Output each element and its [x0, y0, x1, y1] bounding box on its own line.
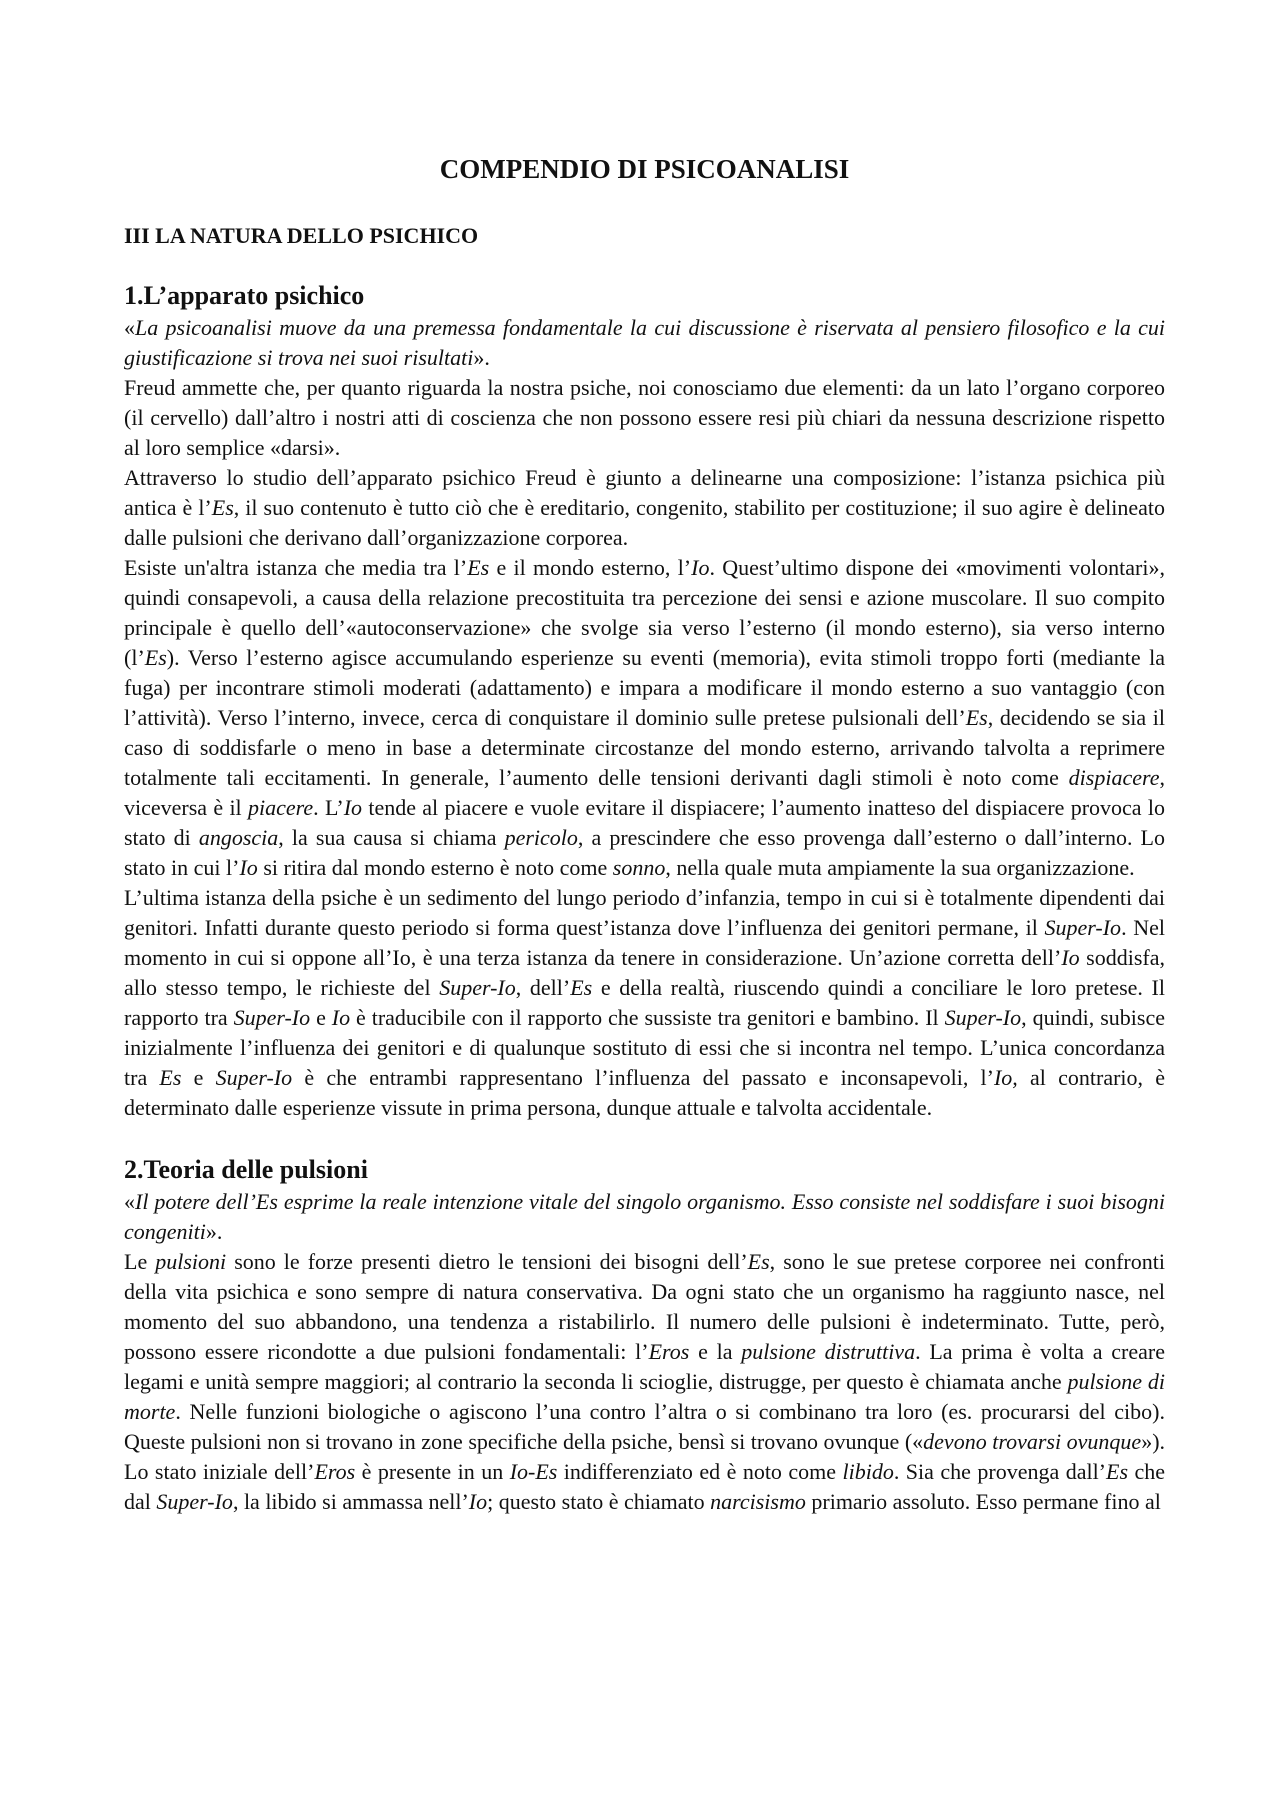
italic-text: Io-Es [509, 1459, 558, 1484]
text-run: , a prescindere che esso provenga dall’esterno o dall’interno. Lo stato in cui l’ [124, 825, 1165, 880]
italic-text: Es [570, 975, 593, 1000]
italic-text: Es [965, 705, 988, 730]
text-run: Esiste un'altra istanza che media tra l’ [124, 555, 468, 580]
italic-text: Io [331, 1005, 351, 1030]
italic-text: narcisismo [710, 1489, 806, 1514]
italic-text: Super-Io [1044, 915, 1122, 940]
body-paragraph [124, 463, 1165, 553]
italic-text: Super-Io [233, 1005, 311, 1030]
italic-text: angoscia [198, 825, 279, 850]
text-run: sono le forze presenti dietro le tensioni dei bisogni dell’ [226, 1249, 748, 1274]
body-paragraph [124, 883, 1165, 1123]
text-run: e la [689, 1339, 742, 1364]
italic-text: libido [842, 1459, 894, 1484]
section-apparato-psichico [124, 279, 1165, 1123]
text-run: ». [473, 345, 490, 370]
italic-text: Es [159, 1065, 182, 1090]
text-run: è che entrambi rappresentano l’influenza del passato e inconsapevoli, l’ [292, 1065, 994, 1090]
body-paragraph [124, 373, 1165, 463]
text-run: . La prima è volta a creare legami e unità sempre maggiori; al contrario la seconda li scioglie, distrugge, per questo è chiamata anche [124, 1339, 1165, 1394]
text-run: , la libido si ammassa nell’ [232, 1489, 469, 1514]
italic-text: devono trovarsi ovunque [923, 1429, 1142, 1454]
italic-text: dispiacere [1068, 765, 1160, 790]
italic-text: pulsione di morte [124, 1369, 1166, 1424]
italic-text: Es [1106, 1459, 1129, 1484]
text-run: è presente in un [355, 1459, 510, 1484]
italic-text: Es [144, 645, 167, 670]
text-run: è traducibile con il rapporto che sussiste tra genitori e bambino. Il [350, 1005, 945, 1030]
epigraph-quote [124, 1187, 1165, 1247]
italic-text: Io [468, 1489, 488, 1514]
italic-text: Eros [314, 1459, 356, 1484]
italic-text: Eros [648, 1339, 690, 1364]
text-run: e [181, 1065, 216, 1090]
text-run: si ritira dal mondo esterno è noto come [257, 855, 613, 880]
text-run: soddisfa, allo stesso tempo, le richieste del [124, 945, 1165, 1000]
italic-text: Es [211, 495, 234, 520]
italic-text: Il potere dell’Es esprime la reale intenzione vitale del singolo organismo. Esso consiste nel soddisfare i suoi bisogni congeniti [124, 1189, 1165, 1244]
italic-text: Es [747, 1249, 770, 1274]
italic-text: pericolo [504, 825, 578, 850]
text-run: Attraverso lo studio dell’apparato psichico Freud è giunto a delinearne una composizione: l’istanza psichica più antica è l’ [124, 465, 1165, 520]
text-run: , nella quale muta ampiamente la sua organizzazione. [665, 855, 1135, 880]
text-run: , la sua causa si chiama [278, 825, 505, 850]
italic-text: sonno [612, 855, 666, 880]
text-run: , il suo contenuto è tutto ciò che è ereditario, congenito, stabilito per costituzione; il suo agire è delineato dalle pulsioni che derivano dall’organizzazione corporea. [124, 495, 1165, 550]
page-content [124, 152, 1165, 1517]
text-run: , quindi, subisce inizialmente l’influenza dei genitori e di qualunque sostituto di essi che si incontra nel tempo. L’unica concordanza tra [124, 1005, 1165, 1090]
text-run: e il mondo esterno, l’ [489, 555, 692, 580]
section-title: 2.Teoria delle pulsioni [124, 1155, 368, 1184]
italic-text: Super-Io [439, 975, 516, 1000]
italic-text: Super-Io [944, 1005, 1022, 1030]
text-run: al contrario, è determinato dalle esperienze vissute in prima persona, dunque attuale e talvolta accidentale. [124, 1065, 1165, 1120]
text-run: , dell’ [515, 975, 571, 1000]
italic-text: Es [467, 555, 490, 580]
italic-text: Super-Io [156, 1489, 233, 1514]
body-paragraph [124, 1247, 1165, 1517]
text-run: . Quest’ultimo dispone dei «movimenti volontari», quindi consapevoli, a causa della relazione precostituita tra percezione dei sensi e azione muscolare. Il suo compito principale è quello dell’«autoconservazione» che svolge sia verso l’esterno (il mondo esterno), sia verso interno (l’ [124, 555, 1165, 670]
text-run: Freud ammette che, per quanto riguarda la nostra psiche, noi conosciamo due elementi: da un lato l’organo corporeo (il cervello) dall’altro i nostri atti di coscienza che non possono essere resi più chiari da nessuna descrizione rispetto al loro semplice «darsi». [124, 375, 1165, 460]
italic-text: Super-Io [215, 1065, 293, 1090]
section-title: 1.L’apparato psichico [124, 281, 365, 310]
italic-text: La psicoanalisi muove da una premessa fondamentale la cui discussione è riservata al pensiero filosofico e la cui giustificazione si trova nei suoi risultati [124, 315, 1165, 370]
italic-text: Io [239, 855, 258, 880]
section-teoria-pulsioni [124, 1153, 1165, 1517]
text-run: ». [205, 1219, 223, 1244]
text-run: e della realtà, riuscendo quindi a conciliare le loro pretese. Il rapporto tra [124, 975, 1165, 1030]
document-title: COMPENDIO DI PSICOANALISI [439, 154, 850, 184]
text-run: »). Lo stato iniziale dell’ [124, 1429, 1166, 1484]
text-run: che dal [124, 1459, 1166, 1514]
text-run: Le [124, 1249, 156, 1274]
text-run: ). Verso l’esterno agisce accumulando esperienze su eventi (memoria), evita stimoli troppo forti (mediante la fuga) per incontrare stimoli moderati (adattamento) e impara a modificare il mondo esterno a suo vantaggio (con l’attività). Verso l’interno, invece, cerca di conquistare il dominio sulle pretese pulsionali dell’ [124, 645, 1165, 730]
italic-text: Io, [993, 1065, 1018, 1090]
text-run: . Nel momento in cui si oppone all’Io, è una terza istanza da tenere in considerazione. Un’azione corretta dell’ [124, 915, 1165, 970]
text-run: . L’ [313, 795, 344, 820]
text-run: , sono le sue pretese corporee nei confronti della vita psichica e sono sempre di natura conservativa. Da ogni stato che un organismo ha raggiunto nasce, nel momento del suo abbandono, una tendenza a ristabilirlo. Il numero delle pulsioni è indeterminato. Tutte, però, possono essere ricondotte a due pulsioni fondamentali: l’ [124, 1249, 1165, 1364]
text-run: tende al piacere e vuole evitare il dispiacere; l’aumento inatteso del dispiacere provoca lo stato di [124, 795, 1165, 850]
italic-text: piacere [247, 795, 314, 820]
text-run: « [124, 315, 135, 340]
chapter-heading: III LA NATURA DELLO PSICHICO [124, 223, 479, 248]
italic-text: Io [343, 795, 363, 820]
text-run: e [310, 1005, 332, 1030]
italic-text: Io [1061, 945, 1080, 970]
italic-text: Io [691, 555, 710, 580]
italic-text: pulsione distruttiva [741, 1339, 916, 1364]
text-run: ; questo stato è chiamato [487, 1489, 711, 1514]
text-run: , decidendo se sia il caso di soddisfarle o meno in base a determinate circostanze del mondo esterno, arrivando talvolta a reprimere totalmente tali eccitamenti. In generale, l’aumento delle tensioni derivanti dagli stimoli è noto come [124, 705, 1165, 790]
italic-text: pulsioni [155, 1249, 227, 1274]
text-run: « [124, 1189, 135, 1214]
text-run: indifferenziato ed è noto come [557, 1459, 843, 1484]
epigraph-quote [124, 313, 1165, 373]
text-run: . Nelle funzioni biologiche o agiscono l’una contro l’altra o si combinano tra loro (es. procurarsi del cibo). Queste pulsioni non si trovano in zone specifiche della psiche, bensì si trovano ovunque (« [124, 1399, 1165, 1454]
body-paragraph [124, 553, 1165, 883]
text-run: primario assoluto. Esso permane fino al [805, 1489, 1161, 1514]
text-run: . Sia che provenga dall’ [893, 1459, 1107, 1484]
text-run: L’ultima istanza della psiche è un sedimento del lungo periodo d’infanzia, tempo in cui si è totalmente dipendenti dai genitori. Infatti durante questo periodo si forma quest’istanza dove l’influenza dei genitori permane, il [124, 885, 1165, 940]
text-run: , viceversa è il [124, 765, 1165, 820]
